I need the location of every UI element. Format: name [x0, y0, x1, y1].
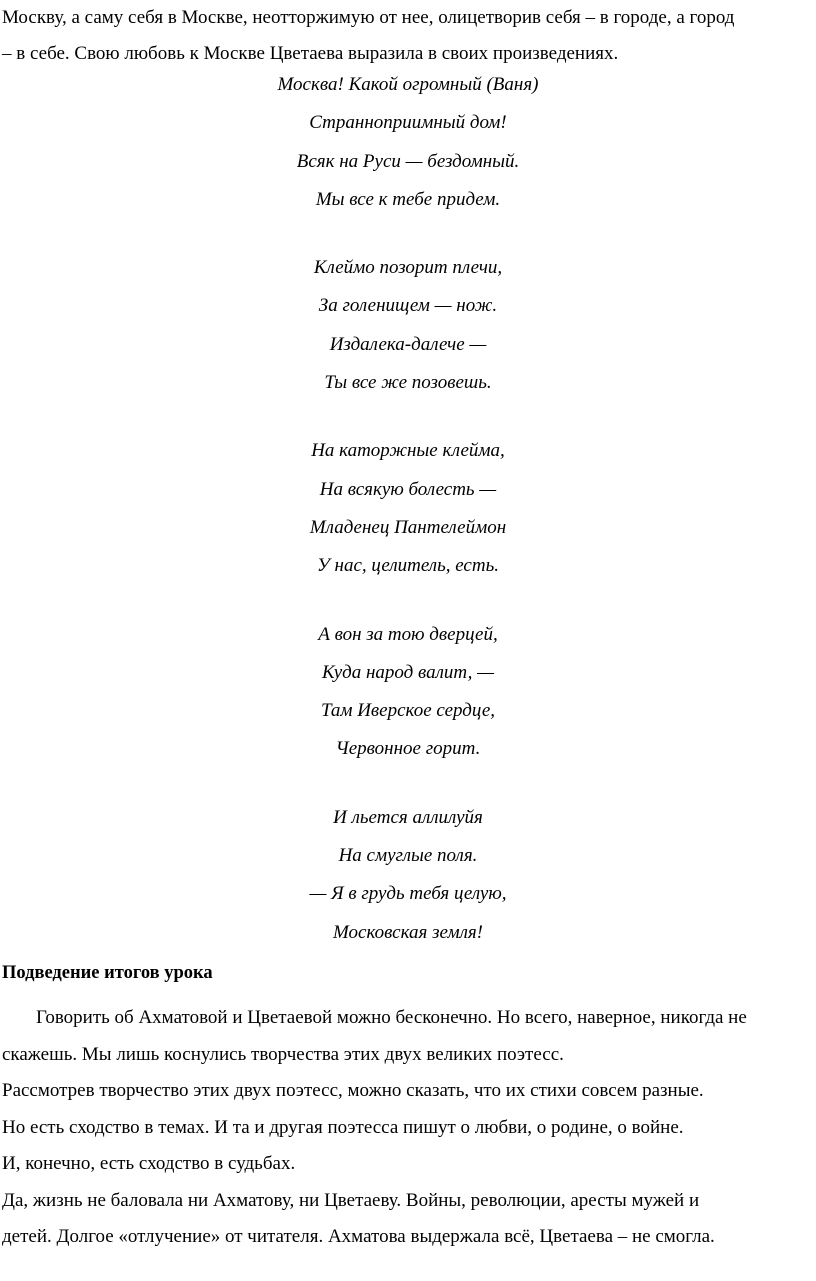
summary-line: детей. Долгое «отлучение» от читателя. Ахматова выдержала всё, Цветаева – не смогла.: [2, 1226, 715, 1247]
summary-line: Но есть сходство в темах. И та и другая поэтесса пишут о любви, о родине, о войне.: [2, 1116, 684, 1138]
poem-verse: Ты все же позовешь.: [324, 372, 492, 394]
poem-stanza: [0, 432, 816, 585]
summary-line: Говорить об Ахматовой и Цветаевой можно бесконечно. Но всего, наверное, никогда не: [36, 1007, 747, 1028]
poem-verse: Всяк на Руси — бездомный.: [296, 150, 520, 172]
poem-verse: Куда народ валит, —: [321, 661, 495, 683]
poem-verse: Мы все к тебе придем.: [315, 188, 501, 210]
poem-verse: Москва! Какой огромный (Ваня): [277, 74, 539, 95]
intro-paragraph: [2, 0, 814, 72]
poem-verse: Там Иверское сердце,: [320, 700, 496, 722]
poem-verse: Издалека-далече —: [329, 333, 487, 355]
poem-verse: У нас, целитель, есть.: [317, 555, 499, 577]
poem-verse: Клеймо позорит плечи,: [313, 257, 503, 279]
poem-stanza: [0, 249, 816, 402]
poem-verse: На каторжные клейма,: [311, 440, 505, 462]
poem-verse: За голенищем — нож.: [318, 295, 498, 317]
poem: [0, 66, 816, 982]
summary-line: И, конечно, есть сходство в судьбах.: [2, 1153, 296, 1174]
poem-stanza: [0, 799, 816, 952]
poem-verse: И льется аллилуйя: [333, 806, 483, 828]
poem-verse: На всякую болесть —: [319, 478, 497, 500]
poem-stanza: [0, 66, 816, 219]
summary-line: Да, жизнь не баловала ни Ахматову, ни Цветаеву. Войны, революции, аресты мужей и: [2, 1189, 700, 1211]
poem-verse: А вон за тою дверцей,: [318, 623, 498, 645]
intro-line: – в себе. Свою любовь к Москве Цветаева выразила в своих произведениях.: [2, 43, 619, 64]
summary-line: скажешь. Мы лишь коснулись творчества этих двух великих поэтесс.: [2, 1043, 564, 1065]
summary-line: Рассмотрев творчество этих двух поэтесс, можно сказать, что их стихи совсем разные.: [2, 1080, 704, 1101]
poem-verse: Странноприимный дом!: [309, 112, 507, 134]
poem-verse: Московская земля!: [332, 921, 484, 943]
section-heading: Подведение итогов урока: [2, 963, 213, 983]
poem-stanza: [0, 616, 816, 769]
summary-paragraph: [2, 1000, 814, 1256]
poem-verse: Младенец Пантелеймон: [309, 516, 507, 538]
poem-verse: Червонное горит.: [335, 738, 481, 760]
poem-verse: На смуглые поля.: [338, 845, 478, 867]
poem-verse: — Я в грудь тебя целую,: [309, 883, 507, 905]
intro-line: Москву, а саму себя в Москве, неотторжимую от нее, олицетворив себя – в городе, а город: [2, 7, 735, 28]
